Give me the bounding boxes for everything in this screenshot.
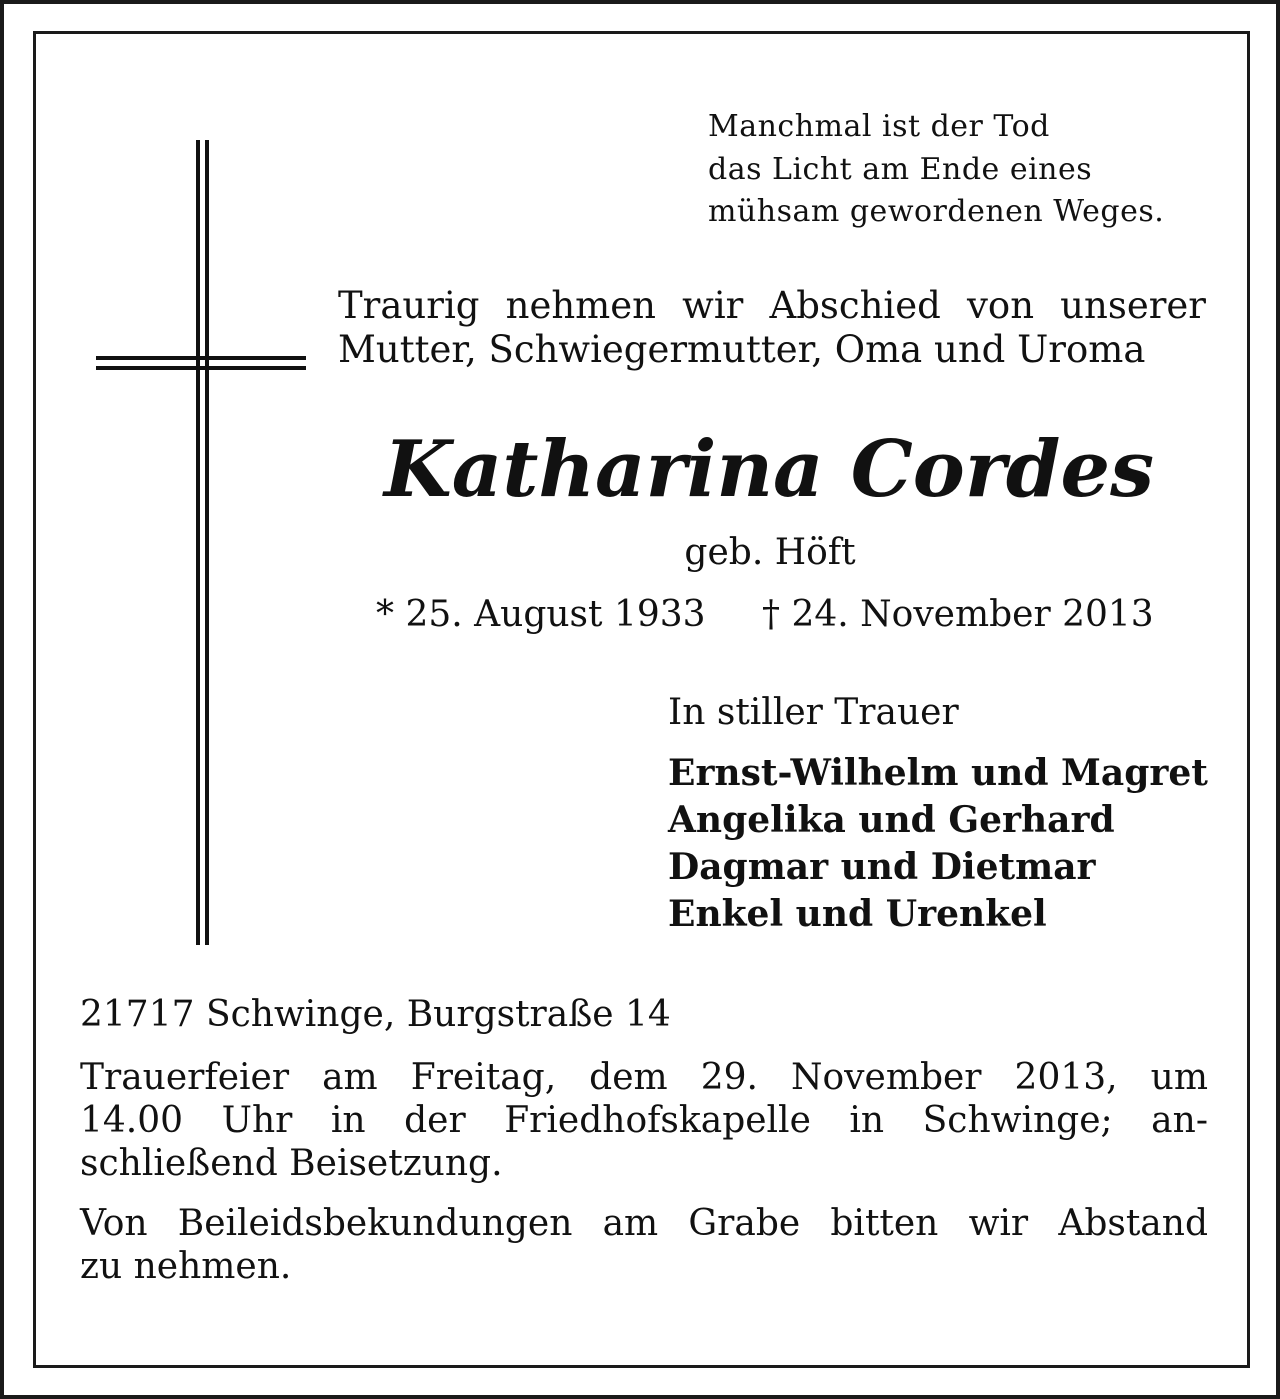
condolence-line: Von Beileidsbekundungen am Grabe bitten wir Abstand — [80, 1203, 1208, 1244]
motto-line: das Licht am Ende eines — [708, 151, 1093, 187]
address: 21717 Schwinge, Burgstraße 14 — [80, 994, 671, 1035]
intro-line: Mutter, Schwiegermutter, Oma und Uroma — [338, 328, 1146, 371]
motto-quote — [708, 106, 1164, 234]
condolence-line: zu nehmen. — [80, 1246, 292, 1287]
motto-line: mühsam gewordenen Weges. — [708, 194, 1165, 229]
mourners-list — [668, 750, 1208, 938]
motto-line: Manchmal ist der Tod — [708, 109, 1050, 144]
service-line: Trauerfeier am Freitag, dem 29. November 2013, um — [80, 1057, 1208, 1098]
mourning-heading: In stiller Trauer — [668, 692, 959, 733]
intro-line: Traurig nehmen wir Abschied von unserer — [338, 284, 1206, 327]
service-line: schließend Beisetzung. — [80, 1143, 503, 1184]
farewell-intro — [338, 284, 1206, 372]
service-line: 14.00 Uhr in der Friedhofskapelle in Schwinge; an- — [80, 1100, 1208, 1141]
mourner-name: Ernst-Wilhelm und Magret — [668, 752, 1208, 794]
birth-date: * 25. August 1933 — [376, 594, 706, 635]
mourner-name: Enkel und Urenkel — [668, 893, 1047, 935]
mourner-name: Dagmar und Dietmar — [668, 846, 1096, 888]
condolence-note — [80, 1202, 1208, 1288]
death-date: † 24. November 2013 — [762, 594, 1154, 635]
service-details — [80, 1056, 1208, 1185]
mourner-name: Angelika und Gerhard — [668, 799, 1115, 841]
birth-name: geb. Höft — [684, 532, 856, 573]
deceased-name: Katharina Cordes — [383, 424, 1155, 515]
